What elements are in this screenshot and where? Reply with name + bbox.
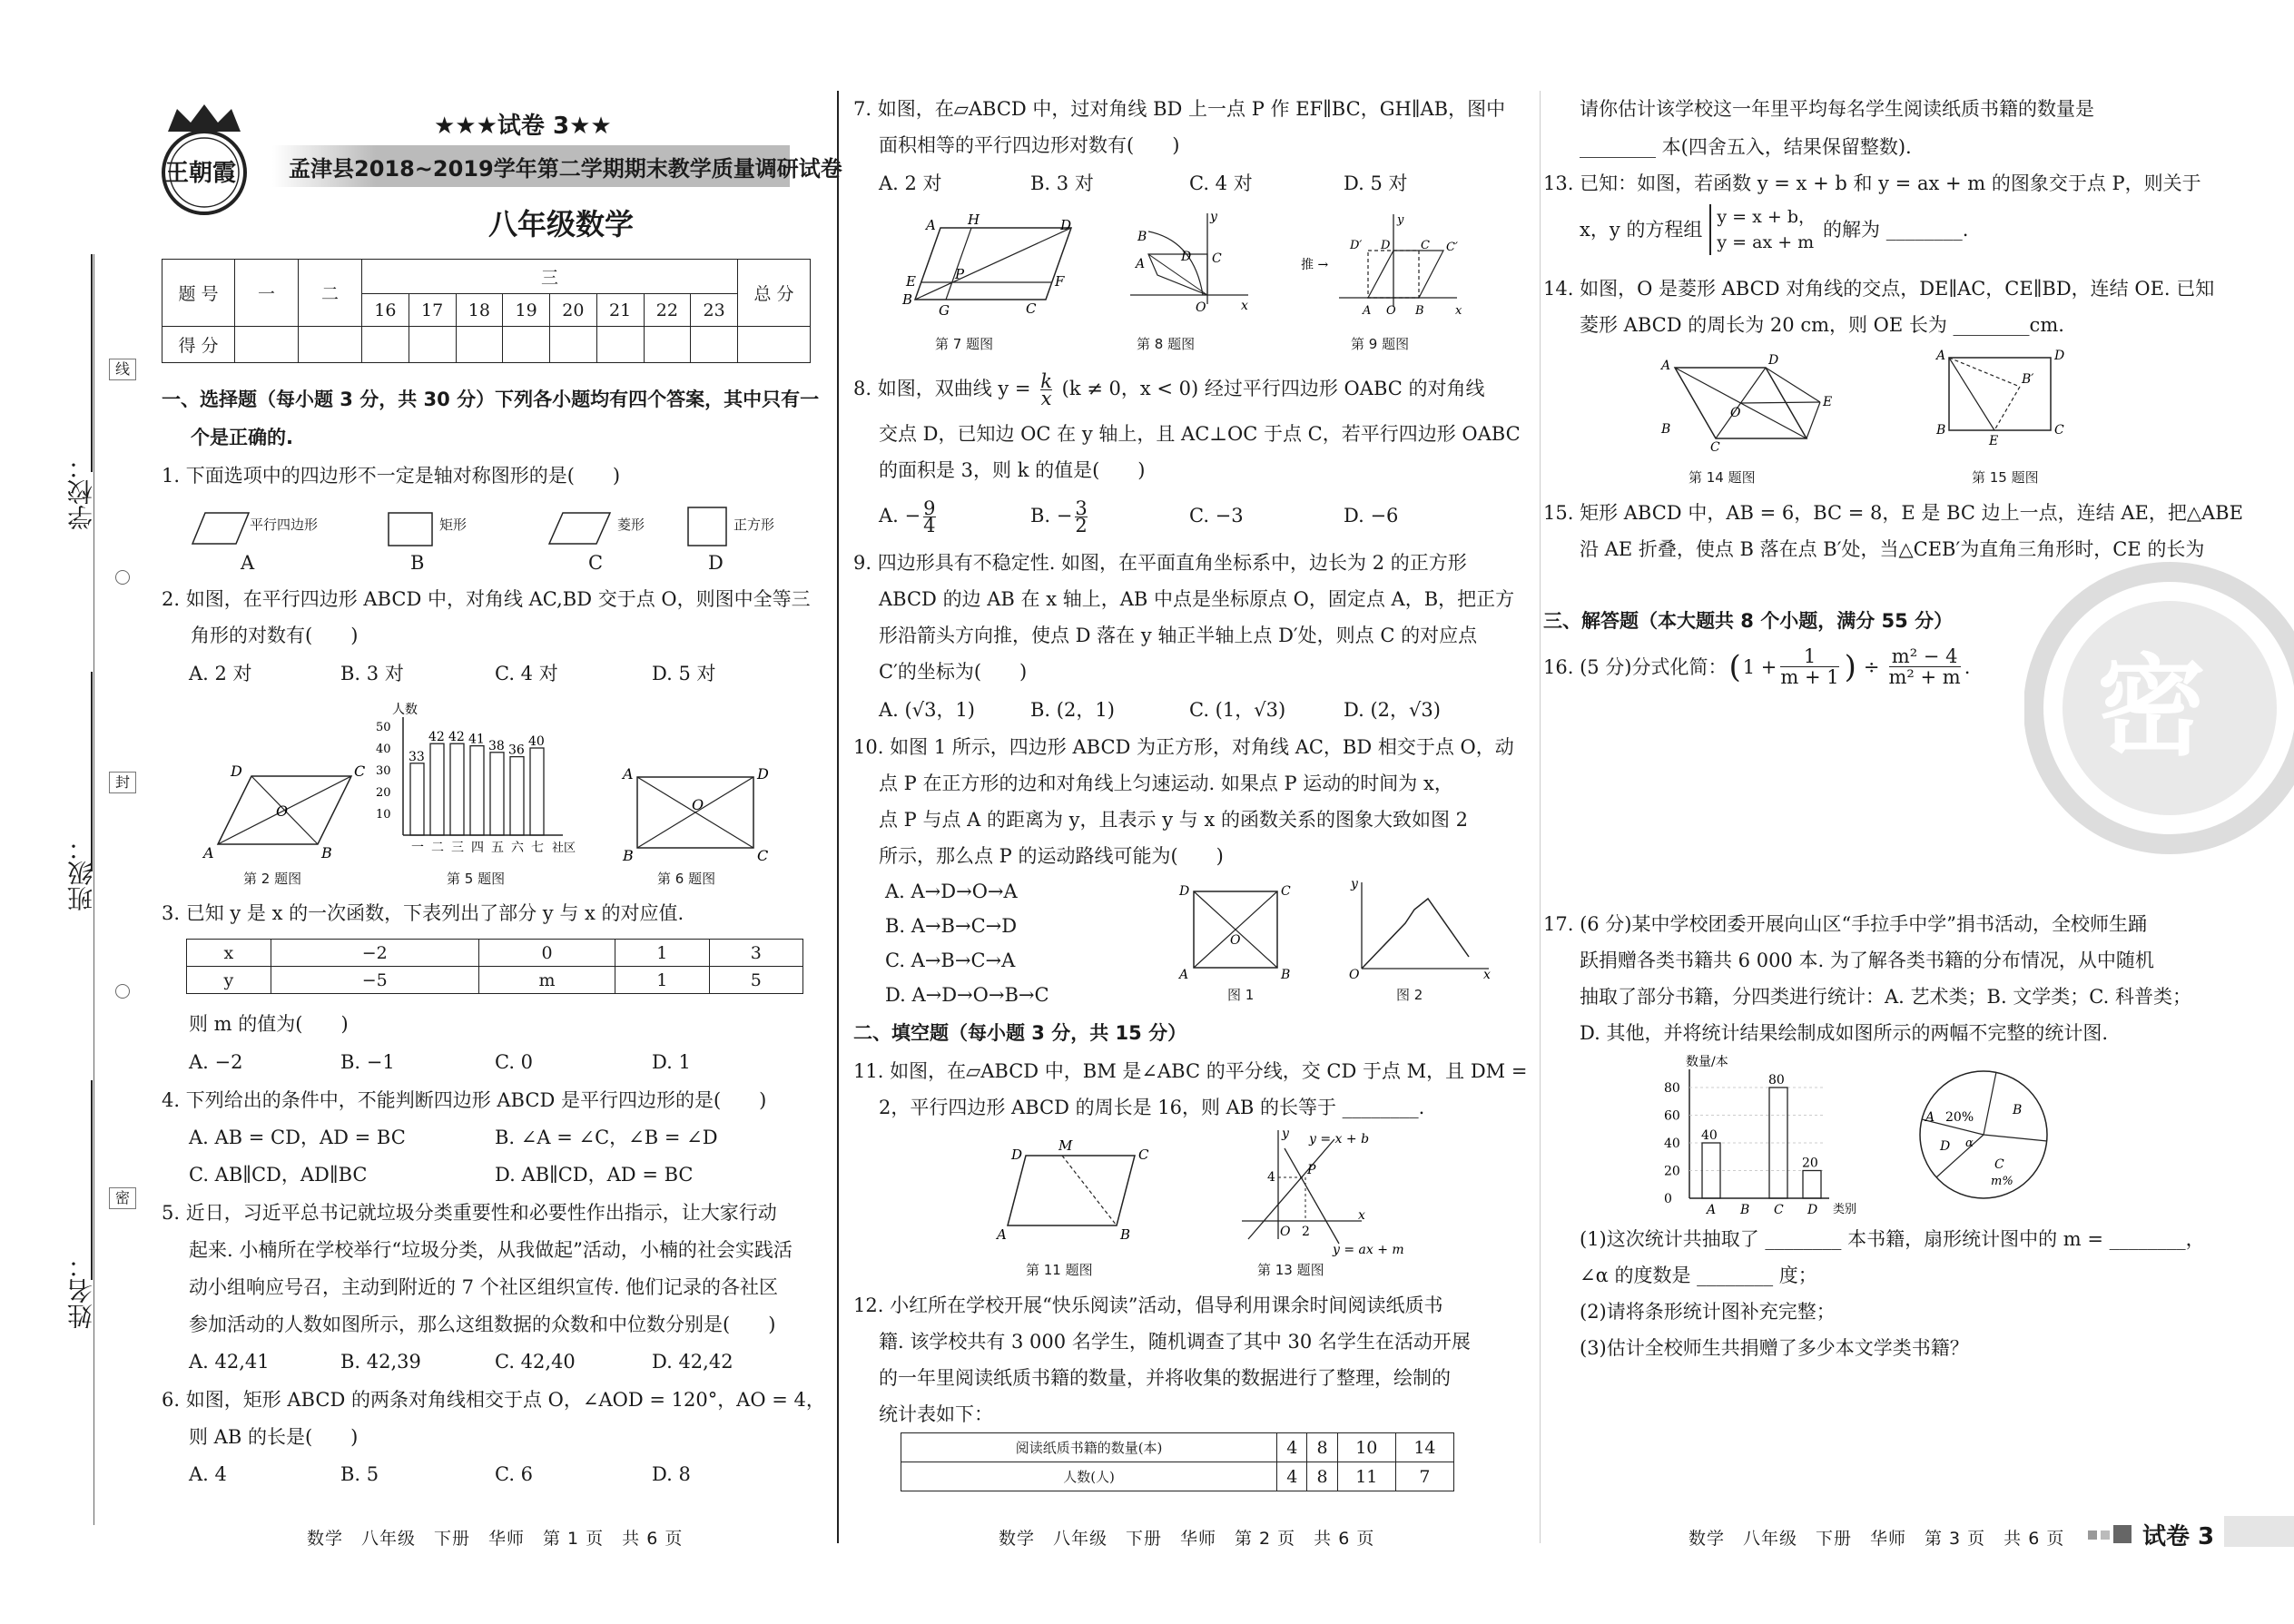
svg-text:A: A — [926, 217, 936, 233]
svg-text:A: A — [1136, 257, 1146, 271]
svg-text:推 →: 推 → — [1301, 258, 1329, 272]
score-table: 题 号 一 二 三 总 分 16 17 18 19 20 21 22 23 得 分 — [162, 259, 811, 363]
series-label: ★★★试卷 3★★ — [434, 113, 612, 140]
chart-ytick: 40 — [1664, 1137, 1680, 1151]
q13-stem: 13. 已知：如图，若函数 y = x + b 和 y = ax + m 的图象交于点 P，则关于 — [1543, 172, 2201, 194]
svg-text:F: F — [1055, 273, 1065, 290]
q3-table-cell: 3 — [709, 940, 802, 967]
svg-text:D: D — [1768, 353, 1779, 368]
watermark-seal — [2024, 554, 2294, 862]
chart-data-label: 40 — [1701, 1128, 1718, 1143]
svg-text:C: C — [2054, 423, 2064, 438]
svg-text:O: O — [692, 796, 704, 813]
svg-text:A: A — [997, 1226, 1007, 1243]
q12-table-cell: 10 — [1337, 1433, 1395, 1462]
pie-label-B: B — [2013, 1103, 2023, 1117]
section3-heading: 三、解答题（本大题共 8 个小题，满分 55 分） — [1543, 610, 1954, 632]
q3-table-cell: −5 — [271, 967, 478, 994]
svg-text:y: y — [1397, 213, 1404, 227]
fig13 — [1235, 1121, 1416, 1257]
svg-text:D: D — [231, 763, 242, 780]
school-underline — [91, 254, 93, 472]
chart-ytick: 20 — [376, 786, 391, 800]
footer-deco — [2101, 1530, 2110, 1540]
svg-text:B: B — [1936, 423, 1946, 438]
q12-table-cell: 11 — [1337, 1462, 1395, 1491]
chart-xtick: D — [1807, 1203, 1818, 1216]
svg-text:P: P — [955, 266, 965, 282]
svg-text:D: D — [1381, 239, 1391, 252]
chart-ytick: 30 — [376, 764, 391, 778]
svg-text:2: 2 — [1302, 1225, 1310, 1239]
chart-data-label: 38 — [488, 738, 505, 753]
column-divider — [1540, 91, 1541, 1543]
q3-table-cell: m — [478, 967, 615, 994]
svg-text:A: A — [1363, 304, 1372, 318]
q12-stem: 12. 小红所在学校开展“快乐阅读”活动，倡导利用课余时间阅读纸质书 — [853, 1294, 1443, 1316]
q1-stem: 1. 下面选项中的四边形不一定是轴对称图形的是( ) — [162, 465, 621, 487]
chart-xtick: 七 — [531, 841, 544, 855]
exam-title: 孟津县2018~2019学年第二学期期末教学质量调研试卷 — [289, 156, 842, 182]
fig2-parallelogram — [202, 758, 365, 867]
svg-text:B: B — [1120, 1226, 1131, 1243]
chart-data-label: 41 — [468, 732, 485, 747]
q12-table-cell: 4 — [1277, 1433, 1307, 1462]
q14-stem: 14. 如图，O 是菱形 ABCD 对角线的交点，DE∥AC，CE∥BD，连结 OE. 已知 — [1543, 278, 2215, 300]
footer-deco — [2113, 1525, 2132, 1543]
chart-xtick: 六 — [511, 841, 524, 855]
chart-data-label: 36 — [508, 743, 525, 758]
svg-text:x: x — [1483, 968, 1491, 982]
q11-stem: 11. 如图，在▱ABCD 中，BM 是∠ABC 的平分线，交 CD 于点 M，且 DM = — [853, 1060, 1528, 1082]
svg-text:O: O — [1386, 304, 1396, 318]
svg-text:B: B — [321, 844, 332, 861]
chart-bar — [410, 763, 424, 835]
chart-xtick: 一 — [411, 841, 424, 855]
pie-label-A: A — [1925, 1110, 1935, 1125]
q17-pie-chart — [1902, 1058, 2065, 1212]
q10-fig2-graph — [1342, 873, 1496, 982]
svg-text:A: A — [1179, 968, 1189, 980]
svg-text:y: y — [1282, 1127, 1289, 1141]
score-col-header: 20 — [550, 294, 597, 327]
svg-text:E: E — [1989, 434, 1999, 448]
svg-text:D: D — [1011, 1147, 1023, 1163]
q17-sub3: (3)估计全校师生共捐赠了多少本文学类书籍？ — [1580, 1337, 1969, 1359]
svg-text:O: O — [1349, 968, 1360, 982]
svg-text:C: C — [1710, 440, 1720, 454]
chart-xtick: 二 — [431, 841, 444, 855]
chart-xtick: 三 — [451, 841, 464, 855]
svg-text:E: E — [1823, 395, 1833, 409]
pie-label-C-pct: m% — [1991, 1175, 2013, 1188]
chart-ylabel: 人数 — [392, 703, 418, 717]
svg-text:G: G — [939, 302, 950, 319]
pie-label-C: C — [1994, 1157, 2004, 1172]
seal-feng: 封 — [109, 772, 136, 793]
svg-text:O: O — [1196, 300, 1206, 315]
chart-ytick: 10 — [376, 808, 391, 822]
svg-text:H: H — [968, 213, 980, 228]
svg-text:O: O — [1730, 406, 1741, 420]
svg-text:C: C — [354, 763, 365, 780]
svg-text:D: D — [1060, 217, 1072, 233]
q12-table-cell: 4 — [1277, 1462, 1307, 1491]
chart-data-label: 42 — [428, 730, 445, 745]
score-col-header: 16 — [362, 294, 409, 327]
svg-text:类别: 类别 — [1833, 1203, 1857, 1216]
fig14 — [1652, 349, 1834, 454]
chart-xtick: 五 — [491, 841, 504, 855]
q8-stem: 8. 如图，双曲线 y = $\frac{k}{x}$ (k ≠ 0，x < 0) 经过平行四边形 OABC 的对角线 — [853, 370, 1485, 409]
fig11 — [989, 1139, 1153, 1248]
q12-table-cell: 7 — [1395, 1462, 1453, 1491]
svg-text:y: y — [1351, 877, 1358, 891]
svg-text:B: B — [1281, 968, 1291, 980]
svg-text:B: B — [1137, 230, 1147, 244]
svg-text:O: O — [1230, 933, 1241, 948]
fig15 — [1929, 345, 2074, 454]
chart-xtick: B — [1740, 1203, 1750, 1216]
fig5-bar-chart — [372, 699, 590, 862]
chart-bar — [530, 748, 544, 835]
pie-label-alpha: α — [1965, 1137, 1974, 1150]
q3-table-cell: 1 — [615, 940, 709, 967]
name-underline — [91, 1080, 93, 1280]
footer-page2: 数学 八年级 下册 华师 第 2 页 共 6 页 — [999, 1529, 1375, 1549]
chart-ytick: 20 — [1664, 1164, 1680, 1179]
chart-bar — [510, 757, 524, 835]
seal-mi: 密 — [109, 1187, 136, 1209]
score-col-header: 17 — [409, 294, 456, 327]
svg-text:D′: D′ — [1350, 239, 1363, 252]
svg-text:数量/本: 数量/本 — [1686, 1055, 1728, 1069]
q10-fig1-square — [1176, 881, 1303, 980]
q2-stem: 2. 如图，在平行四边形 ABCD 中，对角线 AC,BD 交于点 O，则图中全等三 — [162, 588, 811, 610]
q10-stem: 10. 如图 1 所示，四边形 ABCD 为正方形，对角线 AC，BD 相交于点 O，动 — [853, 736, 1514, 758]
chart-xlabel: 社区 — [552, 842, 576, 855]
footer-page1: 数学 八年级 下册 华师 第 1 页 共 6 页 — [307, 1529, 684, 1549]
q6-stem: 6. 如图，矩形 ABCD 的两条对角线相交于点 O，∠AOD = 120°，AO = 4， — [162, 1389, 825, 1411]
watermark-glyph: 密 — [2097, 643, 2206, 771]
svg-text:C: C — [1281, 884, 1291, 899]
svg-text:C: C — [1421, 239, 1430, 252]
section2-heading: 二、填空题（每小题 3 分，共 15 分） — [853, 1022, 1187, 1044]
chart-bar — [490, 753, 504, 835]
svg-text:x: x — [1358, 1208, 1365, 1223]
chart-xtick: A — [1707, 1203, 1717, 1216]
pie-slice-edge — [1984, 1135, 2047, 1141]
q12-table-cell: 8 — [1307, 1462, 1337, 1491]
svg-text:E: E — [906, 273, 916, 290]
q3-table-cell: 5 — [709, 967, 802, 994]
logo-text: 王朝霞 — [165, 160, 237, 187]
chart-data-label: 80 — [1768, 1073, 1785, 1088]
q17-sub2: (2)请将条形统计图补充完整； — [1580, 1301, 1836, 1323]
q16-stem: 16. (5 分)分式化简： ( 1 + $\frac{1}{m + 1}$ ) ÷ $\frac{\text{m² − 4}}{\text{m² + m}}$ . — [1543, 645, 1971, 688]
score-col-header: 23 — [691, 294, 738, 327]
svg-text:B′: B′ — [2022, 372, 2034, 387]
svg-text:B: B — [902, 291, 913, 308]
score-col-header: 21 — [596, 294, 644, 327]
q15-stem: 15. 矩形 ABCD 中，AB = 6，BC = 8，E 是 BC 边上一点，连结 AE，把△ABE — [1543, 502, 2243, 524]
svg-text:O: O — [276, 802, 289, 820]
chart-bar — [470, 746, 484, 835]
footer-page3: 数学 八年级 下册 华师 第 3 页 共 6 页 — [1689, 1529, 2065, 1549]
q3-table — [186, 939, 803, 994]
chart-bar — [430, 743, 444, 835]
svg-text:4: 4 — [1267, 1170, 1275, 1185]
chart-bar — [450, 743, 464, 835]
class-label: 班级： — [66, 835, 96, 911]
fig7 — [899, 213, 1080, 322]
chart-ytick: 50 — [376, 721, 391, 734]
svg-text:D: D — [1179, 884, 1190, 899]
subject-title: 八年级数学 — [488, 207, 635, 241]
chart-bar — [1803, 1171, 1821, 1199]
svg-text:C: C — [1212, 251, 1222, 266]
pie-label-A-pct: 20% — [1945, 1110, 1974, 1125]
seal-xian: 线 — [109, 359, 136, 380]
svg-text:C′: C′ — [1446, 241, 1458, 254]
svg-text:y = x + b: y = x + b — [1309, 1132, 1370, 1147]
q7-stem: 7. 如图，在▱ABCD 中，过对角线 BD 上一点 P 作 EF∥BC，GH∥AB，图中 — [853, 98, 1506, 120]
svg-text:B: B — [1415, 304, 1424, 318]
score-col-header: 18 — [456, 294, 503, 327]
q17-sub1: (1)这次统计共抽取了 ________ 本书籍，扇形统计图中的 m = ________， — [1580, 1228, 2205, 1250]
q3-table-cell: 0 — [478, 940, 615, 967]
chart-ytick: 80 — [1664, 1081, 1680, 1096]
q3-stem: 3. 已知 y 是 x 的一次函数，下表列出了部分 y 与 x 的对应值. — [162, 902, 684, 924]
q3-table-cell: x — [187, 940, 271, 967]
footer-badge: 试卷 3 — [2142, 1523, 2215, 1550]
svg-text:y: y — [1210, 210, 1217, 224]
svg-text:A: A — [1936, 349, 1946, 363]
q17-bar-chart — [1648, 1053, 1884, 1216]
svg-text:y = ax + m: y = ax + m — [1333, 1243, 1404, 1257]
svg-text:B: B — [1661, 422, 1671, 437]
q12-cont: 请你估计该学校这一年里平均每名学生阅读纸质书籍的数量是 — [1580, 98, 2094, 120]
svg-text:D: D — [757, 765, 769, 782]
binding-hole — [115, 570, 130, 585]
chart-data-label: 20 — [1802, 1156, 1818, 1171]
q12-table-cell: 阅读纸质书籍的数量(本) — [901, 1433, 1277, 1462]
q3-table-cell: y — [187, 967, 271, 994]
q12-table-cell: 8 — [1307, 1433, 1337, 1462]
chart-xtick: C — [1774, 1203, 1784, 1216]
q3-table-cell: −2 — [271, 940, 478, 967]
binding-hole — [115, 984, 130, 999]
svg-text:D: D — [1181, 250, 1192, 264]
fig8 — [1121, 204, 1253, 322]
column-divider — [837, 91, 839, 1543]
svg-text:C: C — [1026, 300, 1037, 317]
fig9 — [1294, 207, 1471, 325]
svg-text:O: O — [1280, 1225, 1291, 1239]
chart-data-label: 33 — [409, 749, 425, 764]
q5-stem: 5. 近日，习近平总书记就垃圾分类重要性和必要性作出指示，让大家行动 — [162, 1202, 777, 1224]
fig6-rectangle — [617, 763, 772, 867]
svg-text:A: A — [623, 765, 634, 782]
chart-data-label: 40 — [528, 734, 545, 749]
svg-text:x: x — [1241, 299, 1248, 313]
pie-slice-edge — [1984, 1072, 1996, 1135]
class-underline — [91, 672, 93, 871]
svg-text:B: B — [623, 847, 634, 864]
footer-deco — [2088, 1530, 2097, 1540]
q12-table-cell: 人数(人) — [901, 1462, 1277, 1491]
score-col-header: 22 — [644, 294, 691, 327]
school-label: 学校： — [66, 454, 96, 530]
svg-text:P: P — [1307, 1163, 1316, 1177]
chart-ytick: 40 — [376, 743, 391, 756]
footer-badge-band — [2224, 1516, 2294, 1547]
svg-text:A: A — [1661, 359, 1671, 373]
chart-ytick: 60 — [1664, 1108, 1680, 1124]
svg-text:C: C — [1138, 1147, 1149, 1163]
svg-text:x: x — [1455, 304, 1462, 318]
chart-xtick: 四 — [471, 841, 484, 855]
pie-label-D: D — [1940, 1139, 1951, 1154]
q4-stem: 4. 下列给出的条件中，不能判断四边形 ABCD 是平行四边形的是( ) — [162, 1089, 767, 1111]
q12-table-cell: 14 — [1395, 1433, 1453, 1462]
chart-data-label: 42 — [448, 730, 465, 745]
svg-text:C: C — [757, 847, 769, 864]
svg-text:D: D — [2054, 349, 2065, 363]
name-label: 姓名： — [66, 1253, 96, 1329]
q9-stem: 9. 四边形具有不稳定性. 如图，在平面直角坐标系中，边长为 2 的正方形 — [853, 552, 1467, 574]
section1-heading: 一、选择题（每小题 3 分，共 30 分）下列各小题均有四个答案，其中只有一 — [162, 389, 820, 410]
chart-ytick: 0 — [1664, 1192, 1672, 1206]
q3-table-cell: 1 — [615, 967, 709, 994]
score-header-tihao: 题 号 — [162, 260, 235, 327]
score-col-header: 19 — [503, 294, 550, 327]
q12-table — [901, 1432, 1454, 1491]
q17-stem: 17. (6 分)某中学校团委开展向山区“手拉手中学”捐书活动，全校师生踊 — [1543, 913, 2147, 935]
svg-text:A: A — [203, 844, 214, 861]
svg-text:M: M — [1058, 1139, 1073, 1154]
